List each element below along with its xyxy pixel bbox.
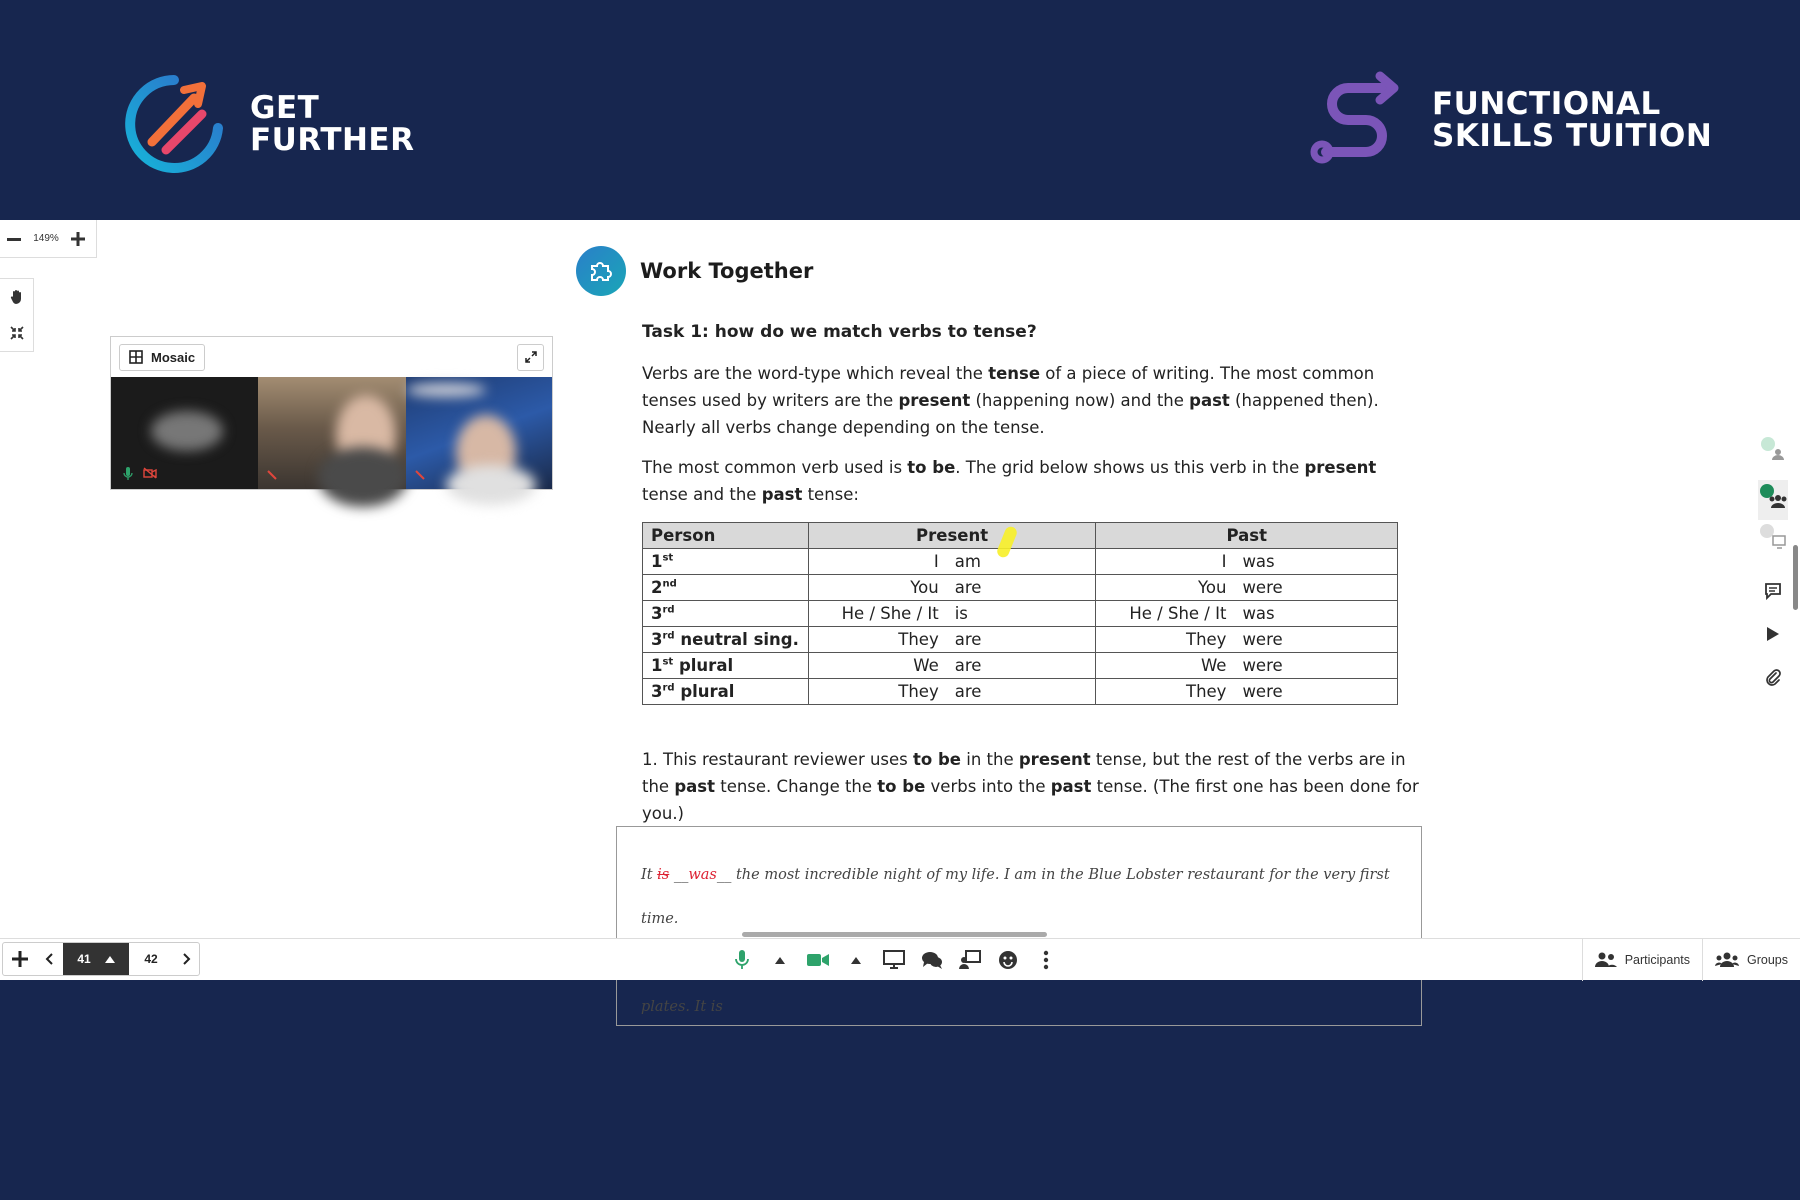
- whiteboard-app: [0, 220, 1800, 1015]
- present-cell: [808, 653, 1096, 679]
- column-header-present: Present: [808, 523, 1096, 549]
- past-cell: [1096, 575, 1398, 601]
- brand-right-line1: FUNCTIONAL: [1432, 86, 1661, 122]
- past-cell: [1096, 679, 1398, 705]
- person-cell: 2nd: [643, 575, 809, 601]
- table-row: [643, 627, 1398, 653]
- camera-off-icon: [143, 467, 157, 479]
- brand-left-line2: FURTHER: [250, 122, 415, 158]
- expand-video-button[interactable]: [517, 344, 544, 371]
- tool-palette: [0, 278, 34, 352]
- section-header: [576, 246, 1436, 296]
- chevron-right-icon: [182, 953, 190, 965]
- vertical-scrollbar[interactable]: [1793, 545, 1798, 610]
- present-pronoun: They: [898, 630, 939, 649]
- table-row: [643, 679, 1398, 705]
- mic-icon: [123, 467, 133, 481]
- past-pronoun: I: [1221, 552, 1227, 571]
- paperclip-icon: [1765, 668, 1781, 686]
- share-screen-button[interactable]: [882, 948, 906, 972]
- more-options-button[interactable]: [1034, 948, 1058, 972]
- play-icon: [1766, 626, 1780, 642]
- video-tile[interactable]: [258, 377, 405, 489]
- past-verb: was: [1242, 552, 1275, 571]
- pan-tool-button[interactable]: [0, 279, 33, 315]
- caret-up-icon: [851, 957, 861, 964]
- previous-page-button[interactable]: [37, 943, 63, 975]
- mic-muted-icon: [266, 469, 278, 481]
- plus-icon: [71, 232, 85, 246]
- present-cell: [808, 601, 1096, 627]
- present-pronoun: I: [933, 552, 939, 571]
- bottom-toolbar: [0, 938, 1800, 980]
- functional-skills-wordmark: [1432, 88, 1712, 152]
- present-pronoun: We: [913, 656, 939, 675]
- zoom-control: [0, 220, 97, 258]
- person-cell: 3rd neutral sing.: [643, 627, 809, 653]
- smiley-icon: [998, 950, 1018, 970]
- attachments-button[interactable]: [1760, 664, 1786, 690]
- right-toolbar: [1750, 220, 1800, 938]
- mosaic-label: Mosaic: [151, 349, 196, 365]
- video-panel-header: [111, 337, 552, 377]
- present-pronoun: He / She / It: [841, 604, 939, 623]
- fit-screen-button[interactable]: [0, 315, 33, 351]
- present-verb: are: [954, 682, 982, 701]
- review-text-box: [616, 826, 1422, 1026]
- get-further-logo: [122, 72, 414, 176]
- get-further-wordmark: [250, 92, 414, 156]
- next-page-button[interactable]: [173, 943, 199, 975]
- past-pronoun: You: [1197, 578, 1227, 597]
- section-title: Work Together: [640, 259, 814, 283]
- play-button[interactable]: [1760, 621, 1786, 647]
- lesson-document: [576, 246, 1436, 1015]
- plus-icon: [12, 951, 28, 967]
- past-pronoun: He / She / It: [1129, 604, 1227, 623]
- person-cell: 3rd plural: [643, 679, 809, 705]
- present-verb: are: [954, 578, 982, 597]
- intro-paragraph: Verbs are the word-type which reveal the tense of a piece of writing. The most common tenses used by writers are the present (happening now) and the past (happened then). Nearly all verbs change depending on the tense.: [642, 364, 1379, 437]
- zoom-in-button[interactable]: [64, 221, 92, 257]
- reactions-button[interactable]: [996, 948, 1020, 972]
- camera-options-button[interactable]: [844, 948, 868, 972]
- present-cell: [808, 575, 1096, 601]
- present-pronoun: They: [898, 682, 939, 701]
- column-header-past: Past: [1096, 523, 1398, 549]
- current-page-number: 41: [77, 952, 91, 966]
- column-header-person: Person: [643, 523, 809, 549]
- presenter-icon: [959, 950, 981, 970]
- chat-bubbles-icon: [921, 950, 943, 970]
- chevron-left-icon: [46, 953, 54, 965]
- participants-icon: [1595, 952, 1617, 968]
- task-title: Task 1: how do we match verbs to tense?: [642, 322, 1037, 342]
- video-tiles: [111, 377, 552, 489]
- person-cell: 1st plural: [643, 653, 809, 679]
- tile-status-icons: [123, 467, 157, 481]
- caret-up-icon: [105, 956, 115, 963]
- meeting-controls: [730, 939, 1058, 981]
- present-verb: are: [954, 630, 982, 649]
- table-row: [643, 601, 1398, 627]
- presenter-button[interactable]: [958, 948, 982, 972]
- current-page[interactable]: [63, 943, 129, 975]
- brand-left-line1: GET: [250, 90, 320, 126]
- exercise-instructions: 1. This restaurant reviewer uses to be in the present tense, but the rest of the verbs are in the past tense. Change the to be verbs into the past tense. (The first one has been done for you.): [642, 750, 1419, 823]
- video-tile[interactable]: [111, 377, 258, 489]
- present-cell: [808, 627, 1096, 653]
- user-view-button[interactable]: [1760, 436, 1786, 462]
- present-verb: am: [954, 552, 981, 571]
- functional-skills-logo-icon: [1308, 70, 1404, 170]
- zoom-out-button[interactable]: [0, 221, 28, 257]
- table-row: [643, 575, 1398, 601]
- review-line: It is __was__ the most incredible night of my life. I am in the Blue Lobster restaurant for the very first time.: [641, 867, 1390, 927]
- groups-label: Groups: [1747, 953, 1788, 967]
- mic-muted-icon: [414, 469, 426, 481]
- group-icon: [1760, 484, 1786, 510]
- person-cell: 1st: [643, 549, 809, 575]
- to-be-paragraph: The most common verb used is to be. The grid below shows us this verb in the present tense and the past tense:: [642, 458, 1377, 504]
- monitor-icon: [883, 950, 905, 970]
- past-cell: [1096, 549, 1398, 575]
- puzzle-icon: [576, 246, 626, 296]
- past-verb: were: [1242, 630, 1283, 649]
- table-header-row: [643, 523, 1398, 549]
- groups-icon: [1715, 952, 1739, 968]
- functional-skills-logo: [1308, 70, 1712, 170]
- collapse-icon: [10, 326, 24, 340]
- add-page-button[interactable]: [3, 943, 37, 975]
- past-cell: [1096, 627, 1398, 653]
- participants-tab[interactable]: [1582, 939, 1702, 981]
- present-cell: [808, 679, 1096, 705]
- review-line: plates. It is: [641, 999, 723, 1015]
- past-cell: [1096, 601, 1398, 627]
- hand-icon: [10, 289, 24, 305]
- screen-view-button[interactable]: [1760, 524, 1786, 550]
- horizontal-scrollbar[interactable]: [742, 932, 1047, 937]
- chat-button[interactable]: [920, 948, 944, 972]
- past-verb: were: [1242, 682, 1283, 701]
- video-camera-icon: [807, 953, 829, 967]
- minus-icon: [7, 232, 21, 246]
- zoom-level: 149%: [33, 233, 59, 244]
- verb-tense-table: [642, 522, 1398, 705]
- participants-label: Participants: [1624, 953, 1690, 967]
- past-pronoun: We: [1200, 656, 1227, 675]
- brand-right-line2: SKILLS TUITION: [1432, 118, 1713, 154]
- mosaic-layout-button[interactable]: [119, 344, 205, 371]
- present-cell: [808, 549, 1096, 575]
- video-mosaic-panel: [110, 336, 553, 490]
- table-row: [643, 653, 1398, 679]
- video-tile[interactable]: [406, 377, 552, 489]
- microphone-icon: [735, 950, 749, 970]
- caret-up-icon: [775, 957, 785, 964]
- past-pronoun: They: [1185, 682, 1227, 701]
- get-further-logo-icon: [122, 72, 226, 176]
- table-row: [643, 549, 1398, 575]
- microphone-button[interactable]: [730, 948, 754, 972]
- person-cell: 3rd: [643, 601, 809, 627]
- notes-button[interactable]: [1760, 578, 1786, 604]
- present-verb: are: [954, 656, 982, 675]
- present-verb: is: [954, 604, 968, 623]
- page-navigator: [2, 942, 200, 976]
- camera-button[interactable]: [806, 948, 830, 972]
- group-view-button[interactable]: [1760, 484, 1786, 510]
- microphone-options-button[interactable]: [768, 948, 792, 972]
- expand-icon: [525, 351, 537, 363]
- past-verb: were: [1242, 656, 1283, 675]
- grid-icon: [129, 350, 143, 364]
- user-icon: [1760, 436, 1786, 462]
- groups-tab[interactable]: [1702, 939, 1800, 981]
- past-verb: was: [1242, 604, 1275, 623]
- side-panel-tabs: [1582, 939, 1800, 981]
- next-page-number[interactable]: 42: [144, 952, 158, 966]
- monitor-icon: [1760, 524, 1786, 550]
- present-pronoun: You: [910, 578, 939, 597]
- past-verb: were: [1242, 578, 1283, 597]
- comment-icon: [1764, 582, 1782, 600]
- past-pronoun: They: [1185, 630, 1227, 649]
- past-cell: [1096, 653, 1398, 679]
- vertical-dots-icon: [1043, 950, 1049, 970]
